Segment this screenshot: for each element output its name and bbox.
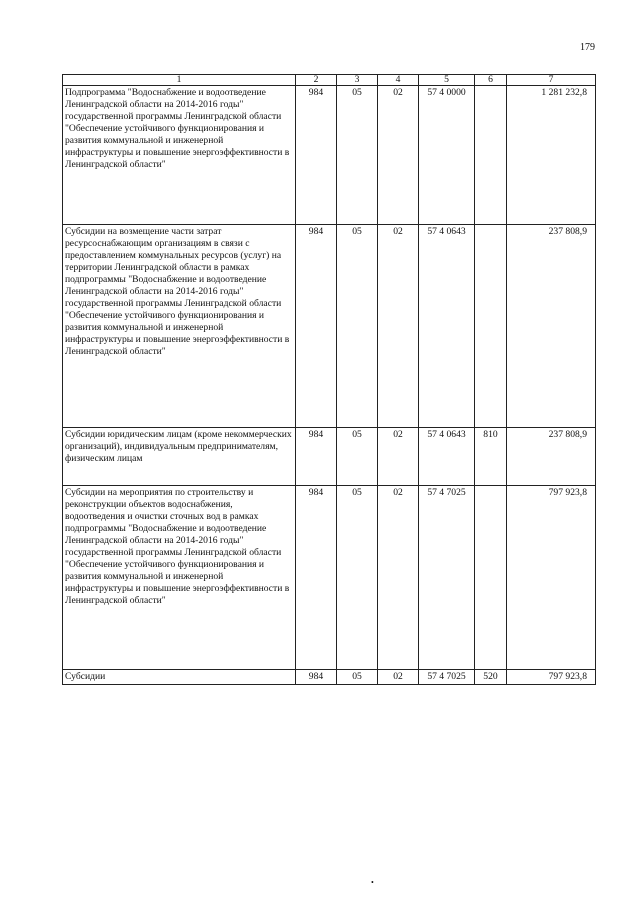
cell-subsection-code: 02 [378,670,419,685]
table-row [63,428,596,486]
cell-section-code: 05 [337,225,378,428]
cell-amount: 237 808,9 [507,428,596,486]
header-cell: 4 [378,75,419,86]
cell-amount: 797 923,8 [507,670,596,685]
row-name: Субсидии на мероприятия по строительству и реконструкции объектов водоснабжения, водоотведения и очистки сточных вод в рамках подпрограммы "Водоснабжение и водоотведение Ленинградской области на 2014-2016 годы" государственной программы Ленинградской области "Обеспечение устойчивого функционирования и развития коммунальной и инженерной инфраструктуры и повышение энергоэффективности в Ленинградской области" [63,486,296,670]
cell-subsection-code: 02 [378,225,419,428]
header-cell: 2 [296,75,337,86]
table-row [63,486,596,670]
header-cell: 6 [475,75,507,86]
cell-section-code: 05 [337,428,378,486]
cell-ministry-code: 984 [296,670,337,685]
header-cell: 1 [63,75,296,86]
row-name: Субсидии юридическим лицам (кроме некоммерческих организаций), индивидуальным предпринимателям, физическим лицам [63,428,296,486]
table-row [63,86,596,225]
cell-subsection-code: 02 [378,486,419,670]
cell-expense-type: 520 [475,670,507,685]
table-row [63,670,596,685]
row-name: Субсидии на возмещение части затрат ресурсоснабжающим организациям в связи с предоставлением коммунальных ресурсов (услуг) на территории Ленинградской области в рамках подпрограммы "Водоснабжение и водоотведение Ленинградской области на 2014-2016 годы" государственной программы Ленинградской области "Обеспечение устойчивого функционирования и развития коммунальной и инженерной инфраструктуры и повышение энергоэффективности в Ленинградской области" [63,225,296,428]
cell-target-article: 57 4 7025 [419,670,475,685]
footer-mark: • [371,878,374,887]
cell-target-article: 57 4 0643 [419,225,475,428]
cell-ministry-code: 984 [296,86,337,225]
cell-target-article: 57 4 0000 [419,86,475,225]
cell-amount: 797 923,8 [507,486,596,670]
table-header-row [63,75,596,86]
cell-target-article: 57 4 7025 [419,486,475,670]
budget-table [62,74,596,685]
cell-ministry-code: 984 [296,486,337,670]
cell-expense-type: 810 [475,428,507,486]
cell-section-code: 05 [337,670,378,685]
cell-section-code: 05 [337,86,378,225]
cell-subsection-code: 02 [378,86,419,225]
header-cell: 3 [337,75,378,86]
page-number: 179 [580,42,595,53]
cell-amount: 237 808,9 [507,225,596,428]
cell-subsection-code: 02 [378,428,419,486]
row-name: Подпрограмма "Водоснабжение и водоотведение Ленинградской области на 2014-2016 годы" государственной программы Ленинградской области "Обеспечение устойчивого функционирования и развития коммунальной и инженерной инфраструктуры и повышение энергоэффективности в Ленинградской области" [63,86,296,225]
row-name: Субсидии [63,670,296,685]
cell-expense-type [475,486,507,670]
header-cell: 7 [507,75,596,86]
table-row [63,225,596,428]
cell-expense-type [475,225,507,428]
header-cell: 5 [419,75,475,86]
cell-target-article: 57 4 0643 [419,428,475,486]
cell-amount: 1 281 232,8 [507,86,596,225]
cell-ministry-code: 984 [296,428,337,486]
cell-section-code: 05 [337,486,378,670]
cell-ministry-code: 984 [296,225,337,428]
cell-expense-type [475,86,507,225]
